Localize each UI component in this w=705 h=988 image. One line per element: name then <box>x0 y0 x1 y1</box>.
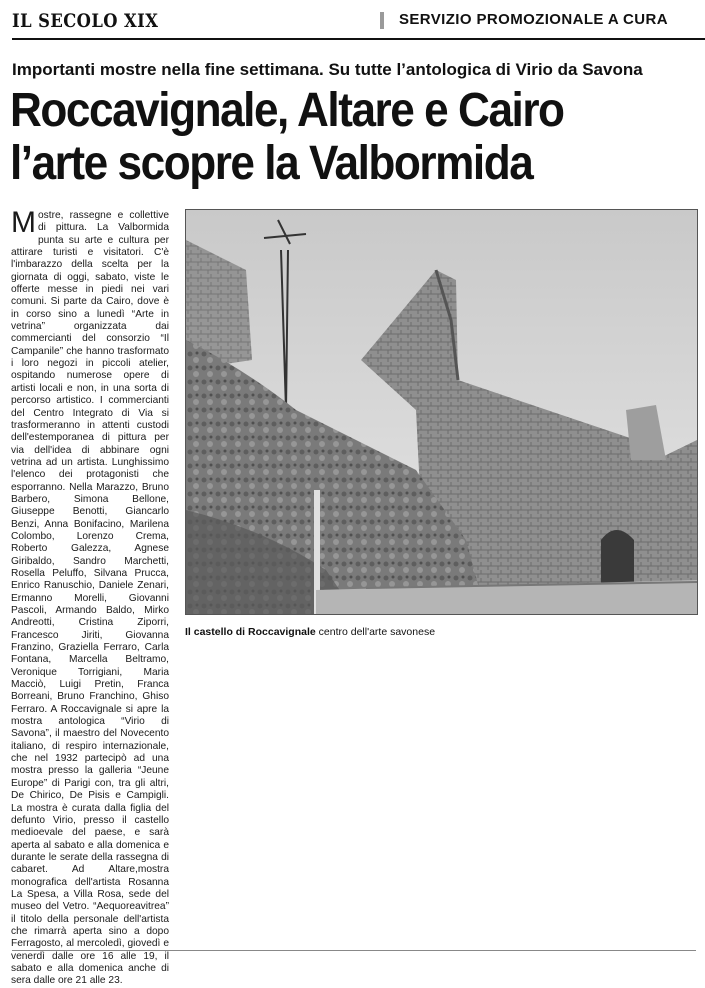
drop-cap: M <box>11 206 36 239</box>
article-body-text: ostre, rassegne e collettive di pittura. La Valbormida punta su arte e cultura per attirare turisti e visitatori. C'è l'imbarazzo della scelta per la giornata di oggi, sabato, viste le offerte messe in piedi nei vari comuni. Si parte da Cairo, dove è in corso sino a lunedì “Arte in vetrina” organizzata dai commercianti del consorzio “Il Campanile” che hanno trasformato i loro negozi in piccoli atelier, ospitando numerose opere di artisti locali e non, in una sorta di percorso artistico. I commercianti del Centro Integrato di Via si trasformeranno in attenti custodi dell'estemporanea di pittura per via dell'idea di abbinare ogni vetrina ad un artista. Lunghissimo l'elenco dei protagonisti che esporranno. Nella Marazzo, Bruno Barbero, Simona Bellone, Giuseppe Benotti, Giancarlo Benzi, Anna Bonifacino, Marilena Colombo, Lorenzo Crema, Roberto Galezza, Agnese Giribaldo, Sandro Marchetti, Rosella Peluffo, Silvana Prucca, Enrico Ranuschio, Daniele Zenari, Ermanno Morelli, Giovanni Pascoli, Armando Baldo, Mirko Andreotti, Cristina Ziporri, Francesco Jiriti, Giovanna Franzino, Graziella Ferraro, Carla Fontana, Marcella Beltramo, Veronique Torrigiani, Maria Macciò, Luigi Pretin, Franca Borreani, Bruno Franchino, Ghiso Ferraro. A Roccavignale si apre la mostra antologica “Virio di Savona”, il maestro del Novecento italiano, di respiro internazionale, che nel 1932 partecipò ad una mostra presso la galleria “Jeune Europe” di Parigi con, tra gli altri, De Chirico, De Pisis e Campigli. La mostra è curata dalla figlia del defunto Virio, presso il castello medioevale del paese, e sarà aperta al sabato e alla domenica e durante le serate della rassegna di cabaret. Ad Altare,mostra monografica dell'artista Rosanna La Spesa, a Villa Rosa, sede del museo del Vetro. “Aequoreavitrea” il titolo della personale dell'artista che rimarrà aperta sino a dopo Ferragosto, al mercoledì, giovedì e venerdì dalle ore 16 alle 19, il sabato e alla domenica anche di sera dalle ore 21 alle 23. <box>11 210 169 987</box>
caption-lead: Il castello di Roccavignale <box>185 626 316 638</box>
masthead-separator <box>380 12 384 29</box>
promo-label: SERVIZIO PROMOZIONALE A CURA <box>399 11 668 28</box>
newspaper-logo: IL SECOLO XIX <box>12 10 159 32</box>
headline-line-1: Roccavignale, Altare e Cairo <box>10 84 564 137</box>
article-body <box>11 206 169 988</box>
article-kicker: Importanti mostre nella fine settimana. Su tutte l’antologica di Virio da Savona <box>12 60 643 79</box>
castle-photo-illustration <box>186 210 697 614</box>
article-headline <box>10 84 654 190</box>
castle-photo <box>185 209 698 615</box>
bottom-rule <box>12 950 696 951</box>
headline-line-2: l’arte scopre la Valbormida <box>10 137 533 190</box>
photo-caption <box>185 626 435 638</box>
caption-rest: centro dell'arte savonese <box>315 626 436 638</box>
masthead <box>12 8 705 40</box>
